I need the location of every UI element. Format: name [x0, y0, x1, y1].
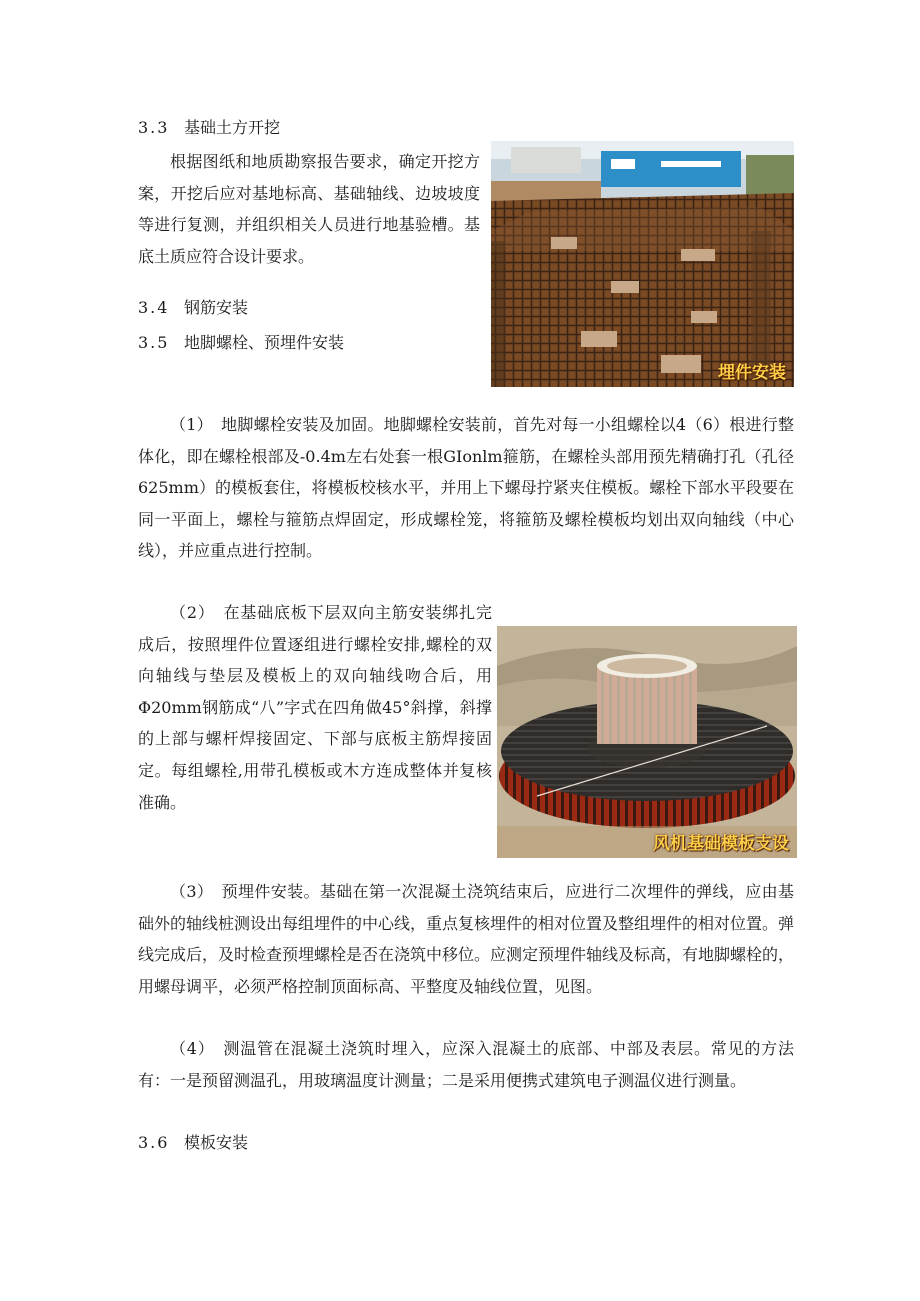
paragraph-anchor-bolt-install: （1） 地脚螺栓安装及加固。地脚螺栓安装前，首先对每一小组螺栓以4（6）根进行整体化，即在螺栓根部及-0.4m左右处套一根GIonlm箍筋，在螺栓头部用预先精确打孔（孔径625mm）的模板套住，将模板校核水平，并用上下螺母拧紧夹住模板。螺栓下部水平段要在同一平面上，螺栓与箍筋点焊固定，形成螺栓笼，将箍筋及螺栓模板均划出双向轴线（中心线），并应重点进行控制。: [138, 415, 794, 561]
section-title: 地脚螺栓、预埋件安装: [184, 333, 345, 352]
section-heading-3-6: [138, 1132, 248, 1154]
section-heading-3-3: [138, 117, 280, 139]
figure-caption: 风机基础模板支设: [653, 834, 789, 854]
section-number: 3.3: [138, 118, 170, 137]
section-number: 3.4: [138, 298, 170, 317]
paragraph-temperature-tubes: （4） 测温管在混凝土浇筑时埋入，应深入混凝土的底部、中部及表层。常见的方法有：一是预留测温孔，用玻璃温度计测量；二是采用便携式建筑电子测温仪进行测量。: [138, 1039, 794, 1090]
section-number: 3.6: [138, 1133, 170, 1152]
rebar-grid-image: [491, 141, 794, 387]
section-heading-3-5: [138, 332, 344, 354]
figure-embedded-parts-photo: [491, 141, 794, 387]
paragraph-excavation: 根据图纸和地质勘察报告要求，确定开挖方案，开挖后应对基地标高、基础轴线、边坡坡度等进行复测，并组织相关人员进行地基验槽。基底土质应符合设计要求。: [138, 152, 480, 266]
figure-caption: 埋件安装: [718, 363, 786, 383]
circular-foundation-image: [497, 626, 797, 858]
paragraph-bolt-arrangement: （2） 在基础底板下层双向主筋安装绑扎完成后，按照埋件位置逐组进行螺栓安排,螺栓的双向轴线与垫层及模板上的双向轴线吻合后，用Φ20mm钢筋成“八”字式在四角做45°斜撑，斜撑的上部与螺杆焊接固定、下部与底板主筋焊接固定。每组螺栓,用带孔模板或木方连成整体并复核准确。: [138, 603, 492, 812]
section-title: 钢筋安装: [184, 298, 249, 317]
paragraph-embedded-parts: （3） 预埋件安装。基础在第一次混凝土浇筑结束后，应进行二次埋件的弹线，应由基础外的轴线桩测设出每组埋件的中心线，重点复核埋件的相对位置及整组埋件的相对位置。弹线完成后，及时检查预埋螺栓是否在浇筑中移位。应测定预埋件轴线及标高，有地脚螺栓的，用螺母调平，必须严格控制顶面标高、平整度及轴线位置，见图。: [138, 882, 795, 996]
section-number: 3.5: [138, 333, 170, 352]
section-title: 基础土方开挖: [184, 118, 281, 137]
section-title: 模板安装: [184, 1133, 249, 1152]
section-heading-3-4: [138, 297, 248, 319]
figure-formwork-photo: [497, 626, 797, 858]
